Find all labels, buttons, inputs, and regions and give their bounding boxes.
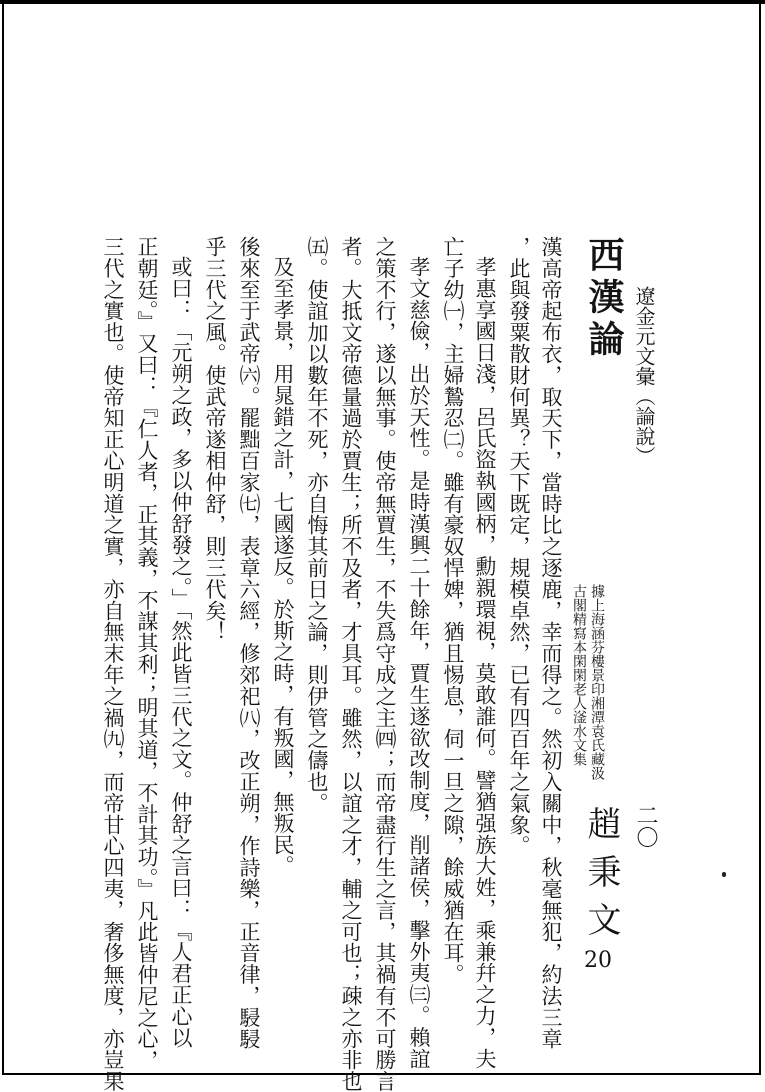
body-line-8: ㈤。使誼加以數年不死，亦自悔其前日之論，則伊管之儔也。 xyxy=(305,236,329,814)
ink-speck xyxy=(722,872,726,877)
page-number: 20 xyxy=(584,948,612,973)
body-line-4: 亡子幼㈠，主婦鷙忍㈡。雖有豪奴悍婢，猶且惕息，伺一旦之隙，餘威猶在耳。 xyxy=(441,236,465,985)
body-line-5: 孝文慈儉，出於天性。是時漢興二十餘年，賈生遂欲改制度，削諸侯，擊外夷㈢。賴誼 xyxy=(407,256,431,1070)
book-title: 遼金元文彙（論說） xyxy=(632,286,656,466)
article-author: 趙秉文 xyxy=(581,806,621,950)
source-note-line-1: 據上海涵芬樓景印湘潭袁氏藏汲 xyxy=(589,584,605,780)
body-line-12: 或曰：「元朔之政，多以仲舒發之。」「然此皆三代之文。仲舒之言曰：『人君正心以 xyxy=(169,256,193,1049)
body-line-11: 乎三代之風。使武帝遂相仲舒，則三代矣！ xyxy=(203,236,227,643)
page-number-chinese: 二〇 xyxy=(633,804,658,848)
body-line-1: 漢高帝起布衣，取天下，當時比之逐鹿，幸而得之。然初入關中，秋毫無犯，約法三章 xyxy=(539,236,563,1050)
source-note-line-2: 古閣精寫本閑閑老人滏水文集 xyxy=(571,584,587,766)
body-line-10: 後來至于武帝㈥。罷黜百家㈦，表章六經，修郊祀㈧，改正朔，作詩樂，正音律，駸駸 xyxy=(237,236,261,1050)
body-line-3: 孝惠享國日淺，呂氏盜執國柄，勳親環視，莫敢誰何。譬猶强族大姓，乘兼幷之力，夫 xyxy=(473,256,497,1070)
body-line-6: 之策不行，遂以無事。使帝無賈生，不失爲守成之主㈣；而帝盡行生之言，其禍有不可勝言 xyxy=(373,236,397,1092)
body-line-2: ，此與發粟散財何異？天下既定，規模卓然，已有四百年之氣象。 xyxy=(507,236,531,857)
body-line-13: 正朝廷。』又曰：『仁人者，正其義，不謀其利；明其道，不計其功。』凡此皆仲尼之心， xyxy=(135,236,159,1071)
body-line-7: 者。大抵文帝德量過於賈生；所不及者，才具耳。雖然，以誼之才，輔之可也；疎之亦非也 xyxy=(339,236,363,1092)
article-title: 西漢論 xyxy=(583,236,625,362)
body-line-14: 三代之實也。使帝知正心明道之實，亦自無末年之禍㈨，而帝甘心四夷，奢侈無度，亦豈果 xyxy=(101,236,125,1092)
body-line-9: 及至孝景，用晁錯之計，七國遂反。於斯之時，有叛國，無叛民。 xyxy=(271,256,295,877)
